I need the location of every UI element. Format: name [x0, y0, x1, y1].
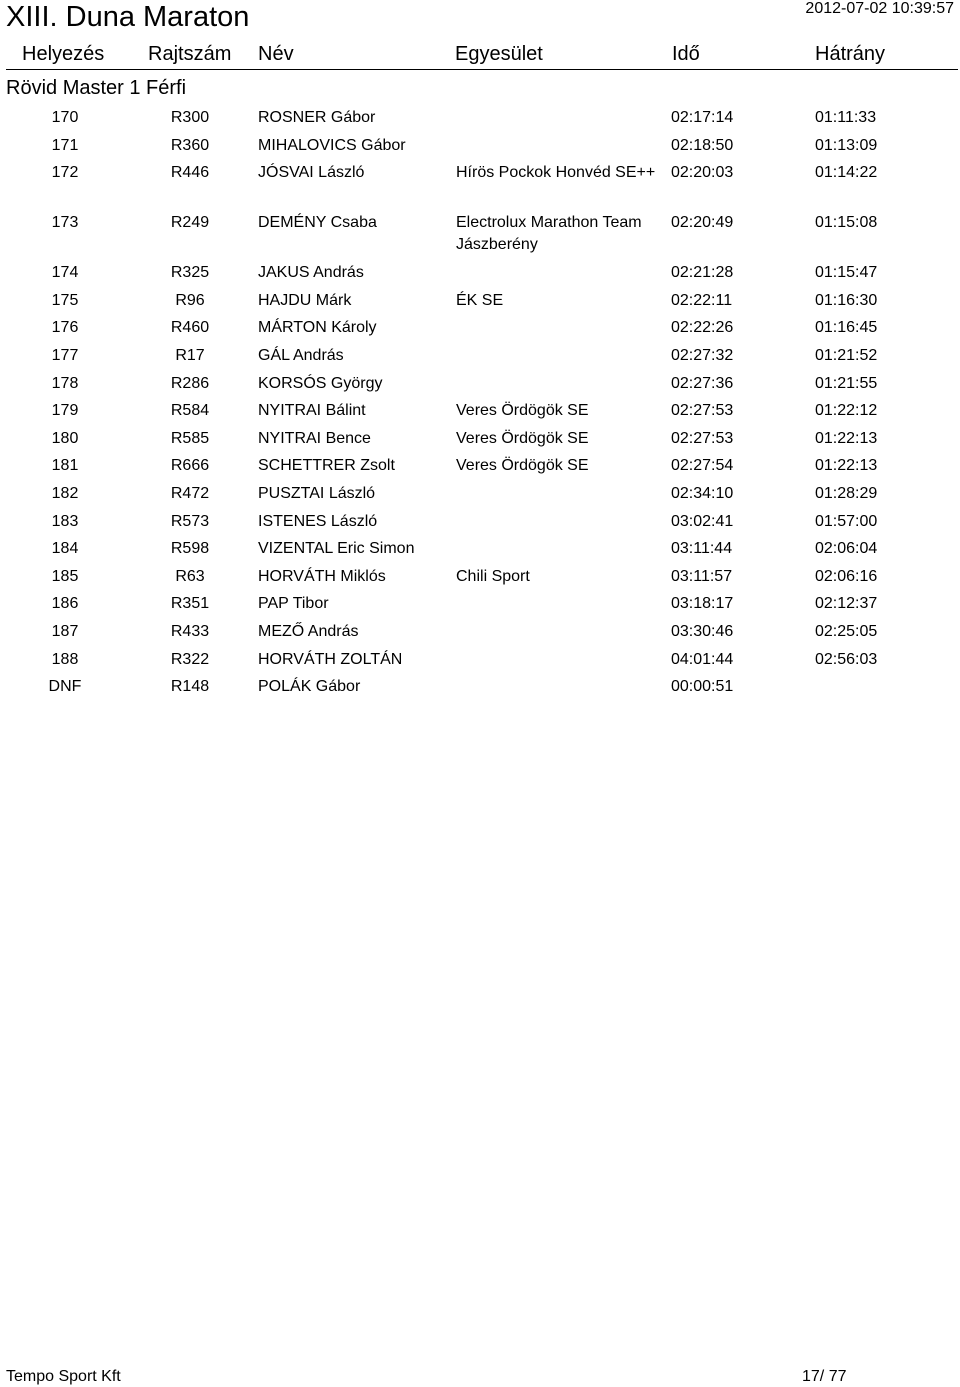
cell-position: 185 — [51, 567, 79, 585]
cell-time: 00:00:51 — [671, 678, 734, 696]
table-row — [0, 676, 960, 704]
table-row — [0, 483, 960, 511]
cell-name: MEZŐ András — [258, 622, 359, 640]
cell-position: 176 — [51, 319, 79, 337]
cell-position: 186 — [51, 595, 79, 613]
cell-club: Hírös Pockok Honvéd SE++ — [456, 164, 656, 182]
cell-bib: R63 — [175, 567, 205, 585]
header-divider — [6, 69, 958, 70]
cell-position: 182 — [51, 484, 79, 502]
cell-name: DEMÉNY Csaba — [258, 214, 377, 232]
column-header-bib: Rajtszám — [148, 43, 232, 65]
cell-name: PAP Tibor — [258, 595, 329, 613]
cell-gap: 02:06:04 — [815, 540, 878, 558]
timestamp: 2012-07-02 10:39:57 — [805, 0, 954, 17]
table-row — [0, 428, 960, 456]
cell-name: GÁL András — [258, 346, 344, 364]
cell-bib: R300 — [170, 109, 210, 126]
results-table — [0, 107, 960, 704]
footer-page-number: 17/ 77 — [802, 1368, 847, 1385]
cell-time: 02:20:49 — [671, 214, 734, 232]
table-row — [0, 400, 960, 428]
table-row — [0, 317, 960, 345]
cell-time: 03:11:57 — [671, 567, 733, 585]
table-row — [0, 162, 960, 212]
cell-time: 02:21:28 — [671, 264, 734, 282]
table-row — [0, 566, 960, 594]
cell-gap: 01:14:22 — [815, 164, 878, 182]
cell-gap: 01:22:13 — [815, 429, 878, 447]
cell-position: 171 — [51, 136, 79, 154]
cell-bib: R351 — [170, 595, 210, 613]
cell-position: 174 — [51, 264, 79, 282]
cell-time: 02:27:54 — [671, 457, 734, 475]
cell-bib: R325 — [170, 264, 210, 282]
cell-position: 187 — [51, 622, 79, 640]
cell-bib: R286 — [170, 374, 210, 392]
cell-time: 02:22:26 — [671, 319, 734, 337]
cell-time: 02:17:14 — [671, 109, 734, 126]
table-row — [0, 455, 960, 483]
cell-bib: R472 — [170, 484, 210, 502]
cell-name: PUSZTAI László — [258, 484, 376, 502]
cell-position: 177 — [51, 346, 79, 364]
cell-bib: R148 — [170, 678, 210, 696]
cell-time: 04:01:44 — [671, 650, 734, 668]
cell-time: 02:18:50 — [671, 136, 734, 154]
cell-position: 181 — [51, 457, 79, 475]
cell-gap: 01:15:08 — [815, 214, 878, 232]
table-row — [0, 212, 960, 262]
page-title: XIII. Duna Maraton — [6, 1, 250, 33]
cell-club: Chili Sport — [456, 567, 530, 585]
table-row — [0, 107, 960, 135]
cell-bib: R433 — [170, 622, 210, 640]
table-row — [0, 135, 960, 163]
cell-name: MÁRTON Károly — [258, 319, 377, 337]
cell-name: JAKUS András — [258, 264, 364, 282]
column-header-name: Név — [258, 43, 294, 65]
cell-gap: 01:15:47 — [815, 264, 878, 282]
cell-gap: 01:21:52 — [815, 346, 878, 364]
cell-bib: R460 — [170, 319, 210, 337]
table-row — [0, 345, 960, 373]
cell-bib: R598 — [170, 540, 210, 558]
table-row — [0, 262, 960, 290]
cell-gap: 01:22:12 — [815, 402, 878, 420]
cell-gap: 01:22:13 — [815, 457, 878, 475]
cell-gap: 01:28:29 — [815, 484, 878, 502]
cell-gap: 02:25:05 — [815, 622, 878, 640]
category-title: Rövid Master 1 Férfi — [6, 77, 187, 99]
cell-bib: R573 — [170, 512, 210, 530]
cell-gap: 02:12:37 — [815, 595, 878, 613]
column-header-position: Helyezés — [22, 43, 105, 65]
cell-club: Electrolux Marathon Team Jászberény — [456, 214, 642, 254]
cell-gap: 01:16:45 — [815, 319, 878, 337]
column-header-club: Egyesület — [455, 43, 543, 65]
cell-name: KORSÓS György — [258, 374, 383, 392]
cell-position: DNF — [48, 678, 82, 696]
cell-position: 183 — [51, 512, 79, 530]
cell-time: 02:27:53 — [671, 402, 734, 420]
cell-bib: R666 — [170, 457, 210, 475]
cell-name: POLÁK Gábor — [258, 678, 361, 696]
cell-bib: R322 — [170, 650, 210, 668]
table-row — [0, 290, 960, 318]
cell-bib: R96 — [175, 291, 205, 309]
cell-gap: 01:11:33 — [815, 109, 877, 126]
cell-gap: 01:16:30 — [815, 291, 878, 309]
cell-bib: R585 — [170, 429, 210, 447]
cell-bib: R446 — [170, 164, 210, 182]
cell-position: 179 — [51, 402, 79, 420]
cell-name: HAJDU Márk — [258, 291, 352, 309]
cell-position: 188 — [51, 650, 79, 668]
cell-bib: R360 — [170, 136, 210, 154]
cell-gap: 02:56:03 — [815, 650, 878, 668]
cell-position: 184 — [51, 540, 79, 558]
cell-time: 02:27:36 — [671, 374, 734, 392]
column-header-gap: Hátrány — [815, 43, 886, 65]
cell-time: 02:27:53 — [671, 429, 734, 447]
cell-bib: R17 — [175, 346, 205, 364]
cell-gap: 01:57:00 — [815, 512, 878, 530]
cell-name: JÓSVAI László — [258, 164, 365, 182]
cell-name: VIZENTAL Eric Simon — [258, 540, 415, 558]
cell-name: MIHALOVICS Gábor — [258, 136, 406, 154]
cell-time: 03:18:17 — [671, 595, 734, 613]
cell-time: 03:02:41 — [671, 512, 734, 530]
cell-club: Veres Ördögök SE — [456, 457, 589, 475]
column-header-time: Idő — [672, 43, 700, 65]
cell-name: HORVÁTH ZOLTÁN — [258, 650, 403, 668]
cell-position: 180 — [51, 429, 79, 447]
table-row — [0, 621, 960, 649]
cell-gap: 01:21:55 — [815, 374, 878, 392]
cell-time: 03:30:46 — [671, 622, 734, 640]
table-row — [0, 511, 960, 539]
footer-organizer: Tempo Sport Kft — [6, 1368, 121, 1385]
cell-gap: 01:13:09 — [815, 136, 878, 154]
cell-position: 175 — [51, 291, 79, 309]
cell-time: 02:20:03 — [671, 164, 734, 182]
cell-position: 172 — [51, 164, 79, 182]
cell-name: NYITRAI Bálint — [258, 402, 366, 420]
cell-club: Veres Ördögök SE — [456, 429, 589, 447]
cell-name: SCHETTRER Zsolt — [258, 457, 395, 475]
cell-gap: 02:06:16 — [815, 567, 878, 585]
table-row — [0, 649, 960, 677]
table-row — [0, 373, 960, 401]
column-headers — [0, 42, 960, 68]
cell-bib: R584 — [170, 402, 210, 420]
cell-position: 178 — [51, 374, 79, 392]
cell-time: 02:34:10 — [671, 484, 734, 502]
cell-name: ROSNER Gábor — [258, 109, 376, 126]
cell-club: Veres Ördögök SE — [456, 402, 589, 420]
cell-name: NYITRAI Bence — [258, 429, 371, 447]
cell-club: ÉK SE — [456, 291, 504, 309]
cell-name: HORVÁTH Miklós — [258, 567, 386, 585]
cell-time: 03:11:44 — [671, 540, 733, 558]
table-row — [0, 538, 960, 566]
cell-position: 173 — [51, 214, 79, 232]
cell-time: 02:22:11 — [671, 291, 733, 309]
cell-bib: R249 — [170, 214, 210, 232]
cell-position: 170 — [51, 109, 79, 126]
cell-time: 02:27:32 — [671, 346, 734, 364]
cell-name: ISTENES László — [258, 512, 378, 530]
table-row — [0, 593, 960, 621]
